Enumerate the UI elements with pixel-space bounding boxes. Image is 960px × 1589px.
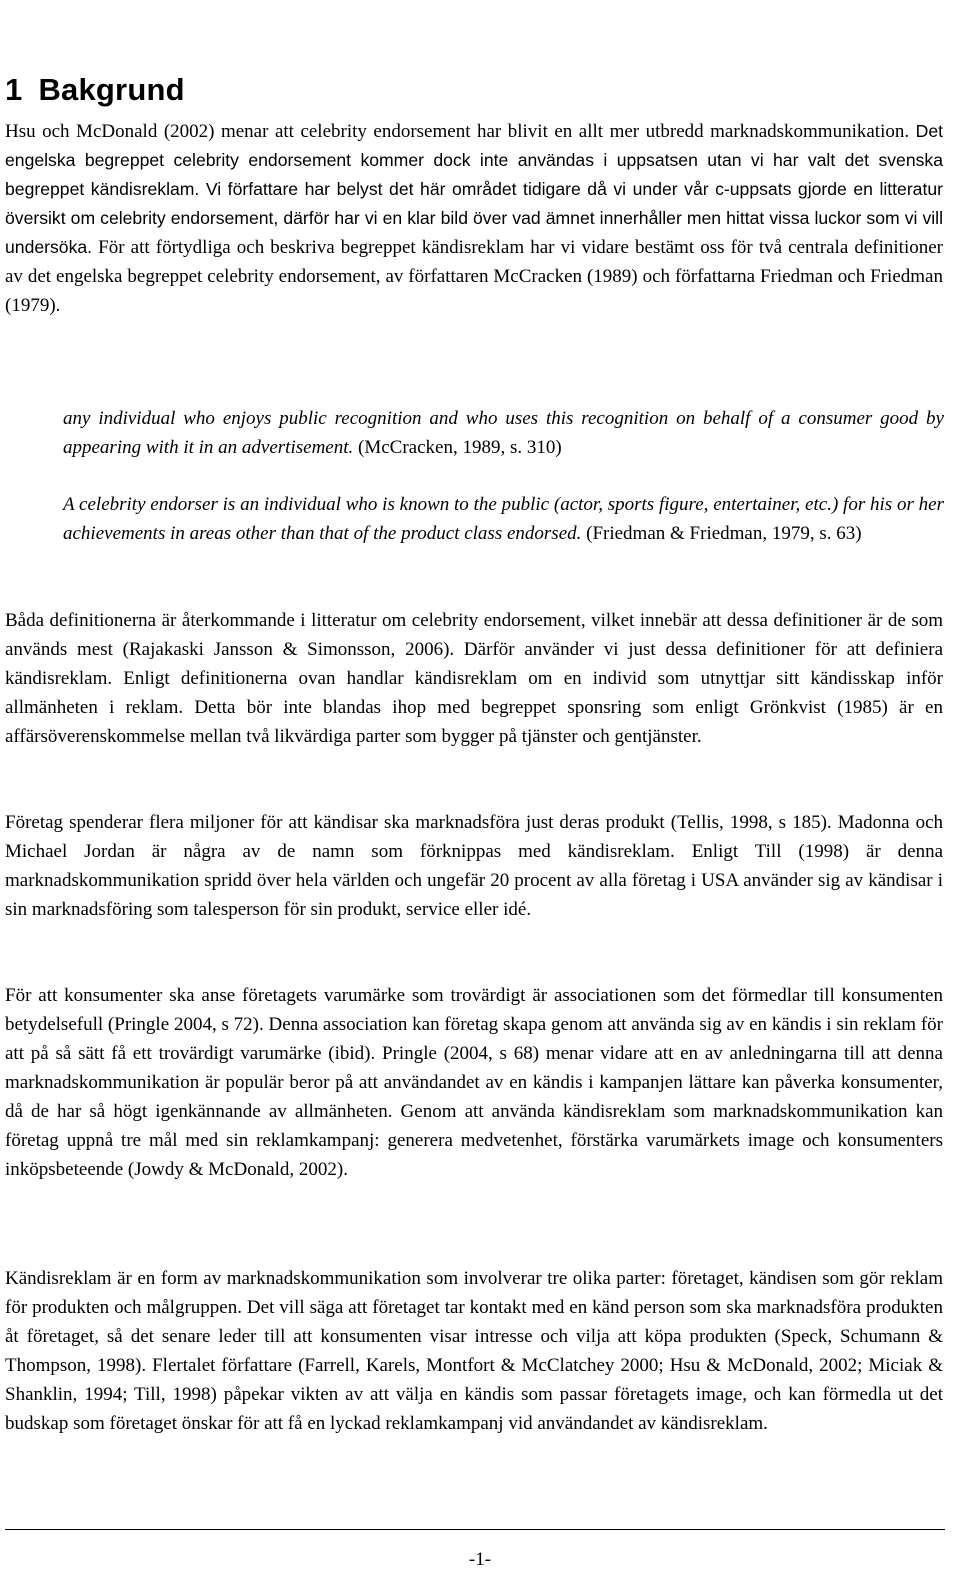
paragraph-intro-part-3: För att förtydliga och beskriva begreppet kändisreklam har vi vidare bestämt oss för två centrala definitioner av det engelska begreppet celebrity endorsement, av författaren McCracken (1989) och författarna Friedman och Friedman (1979). bbox=[5, 237, 943, 316]
section-number: 1 bbox=[5, 72, 23, 107]
paragraph-intro-part-2: Det engelska begreppet celebrity endorsement kommer dock inte användas i uppsatsen utan vi har valt det svenska begreppet kändisreklam. Vi författare har belyst det här området tidigare då vi under vår c-uppsats gjorde en litteratur översikt om celebrity endorsement, därför har vi en klar bild över vad ämnet innerhåller men hittat vissa luckor som vi vill undersöka. bbox=[5, 121, 943, 257]
paragraph-intro-part-1: Hsu och McDonald (2002) menar att celebrity endorsement har blivit en allt mer utbredd marknadskommunikation. bbox=[5, 121, 916, 142]
quote-text: any individual who enjoys public recognition and who uses this recognition on behalf of a consumer good by appearing with it in an advertisement. bbox=[63, 408, 944, 458]
definition-quote-mccracken bbox=[63, 404, 944, 462]
quote-text: A celebrity endorser is an individual who is known to the public (actor, sports figure, entertainer, etc.) for his or her achievements in areas other than that of the product class endorsed. bbox=[63, 494, 944, 544]
paragraph-intro bbox=[5, 117, 943, 320]
paragraph-parties: Kändisreklam är en form av marknadskommunikation som involverar tre olika parter: företaget, kändisen som gör reklam för produkten och målgruppen. Det vill säga att företaget tar kontakt med en känd person som ska marknadsföra produkten åt företaget, så det senare leder till att konsumenten visar intresse och vilja att köpa produkten (Speck, Schumann & Thompson, 1998). Flertalet författare (Farrell, Karels, Montfort & McClatchey 2000; Hsu & McDonald, 2002; Miciak & Shanklin, 1994; Till, 1998) påpekar vikten av att välja en kändis som passar företagets image, och kan förmedla ut det budskap som företaget önskar för att få en lyckad reklamkampanj vid användandet av kändisreklam. bbox=[5, 1268, 943, 1434]
quote-citation: (McCracken, 1989, s. 310) bbox=[353, 437, 562, 458]
paragraph-definitions: Båda definitionerna är återkommande i litteratur om celebrity endorsement, vilket innebär att dessa definitioner är de som används mest (Rajakaski Jansson & Simonsson, 2006). Därför använder vi just dessa definitioner för att definiera kändisreklam. Enligt definitionerna ovan handlar kändisreklam om en individ som utnyttjar sitt kändisskap inför allmänheten i reklam. Detta bör inte blandas ihop med begreppet sponsring som enligt Grönkvist (1985) är en affärsöverenskommelse mellan två likvärdiga parter som bygger på tjänster och gentjänster. bbox=[5, 610, 943, 747]
quote-citation: (Friedman & Friedman, 1979, s. 63) bbox=[581, 523, 862, 544]
page-number: -1- bbox=[468, 1549, 492, 1570]
section-heading bbox=[5, 70, 185, 110]
section-title: Bakgrund bbox=[38, 72, 185, 107]
definition-quote-friedman bbox=[63, 490, 944, 548]
footer-divider bbox=[5, 1529, 945, 1530]
paragraph-association: För att konsumenter ska anse företagets varumärke som trovärdigt är associationen som det förmedlar till konsumenten betydelsefull (Pringle 2004, s 72). Denna association kan företag skapa genom att använda sig av en kändis i sin reklam för att på så sätt få ett trovärdigt varumärke (ibid). Pringle (2004, s 68) menar vidare att en av anledningarna till att denna marknadskommunikation är populär beror på att användandet av en kändis i kampanjen lättare kan påverka konsumenter, då de har så högt igenkännande av allmänheten. Genom att använda kändisreklam som marknadskommunikation kan företag uppnå tre mål med sin reklamkampanj: generera medvetenhet, förstärka varumärkets image och konsumenters inköpsbeteende (Jowdy & McDonald, 2002). bbox=[5, 985, 943, 1180]
paragraph-spending: Företag spenderar flera miljoner för att kändisar ska marknadsföra just deras produkt (Tellis, 1998, s 185). Madonna och Michael Jordan är några av de namn som förknippas med kändisreklam. Enligt Till (1998) är denna marknadskommunikation spridd över hela världen och ungefär 20 procent av alla företag i USA använder sig av kändisar i sin marknadsföring som talesperson för sin produkt, service eller idé. bbox=[5, 812, 943, 920]
